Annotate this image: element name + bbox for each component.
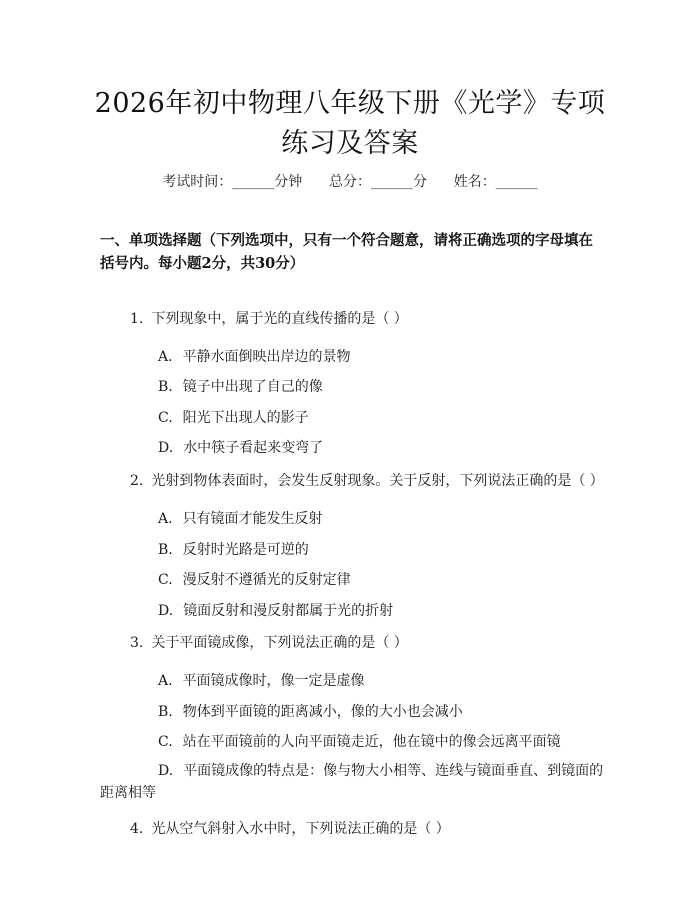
option-3a [158, 670, 365, 690]
option-letter: C. [158, 572, 173, 588]
option-1c [158, 407, 309, 427]
option-letter: B. [158, 542, 173, 558]
question-2 [130, 470, 604, 490]
option-text: 漫反射不遵循光的反射定律 [182, 572, 351, 588]
option-text: 镜子中出现了自己的像 [182, 379, 323, 395]
option-letter: C. [158, 734, 173, 750]
option-1a [158, 346, 351, 366]
section-heading-single-choice: 一、单项选择题（下列选项中，只有一个符合题意，请将正确选项的字母填在括号内。每小题2分，共30分） [100, 232, 593, 272]
question-number: 4. [130, 821, 144, 837]
option-3b [158, 701, 463, 721]
option-text: 只有镜面才能发生反射 [182, 511, 323, 527]
option-letter: B. [158, 704, 173, 720]
question-4 [130, 818, 450, 838]
option-2b [158, 539, 309, 559]
question-number: 1. [130, 311, 144, 327]
option-letter: A. [158, 349, 173, 365]
question-number: 3. [130, 635, 144, 651]
option-letter: D. [158, 440, 174, 456]
option-letter: B. [158, 379, 173, 395]
question-1 [130, 308, 408, 328]
option-2a [158, 508, 323, 528]
option-1d [158, 437, 323, 457]
option-text: 平面镜成像时，像一定是虚像 [182, 673, 365, 689]
option-text: 平静水面倒映出岸边的景物 [182, 349, 351, 365]
option-3c [158, 731, 561, 751]
option-letter: C. [158, 410, 173, 426]
option-text: 水中筷子看起来变弯了 [183, 440, 324, 456]
option-2c [158, 569, 351, 589]
question-stem: 光从空气斜射入水中时，下列说法正确的是（ ） [151, 821, 450, 837]
option-text: 镜面反射和漫反射都属于光的折射 [183, 603, 394, 619]
option-letter: A. [158, 673, 173, 689]
question-stem: 关于平面镜成像，下列说法正确的是（ ） [151, 635, 408, 651]
option-text: 阳光下出现人的影子 [182, 410, 309, 426]
option-1b [158, 376, 323, 396]
document-title: 2026年初中物理八年级下册《光学》专项练习及答案 [94, 88, 606, 159]
option-2d [158, 600, 393, 620]
option-text: 平面镜成像的特点是：像与物大小相等、连线与镜面垂直、到镜面的距离相等 [100, 763, 604, 801]
option-letter: D. [158, 603, 174, 619]
option-text: 反射时光路是可逆的 [182, 542, 309, 558]
question-stem: 下列现象中，属于光的直线传播的是（ ） [151, 311, 408, 327]
exam-info-line: 考试时间：______分钟 总分：______分 姓名：______ [162, 174, 538, 190]
option-text: 物体到平面镜的距离减小，像的大小也会减小 [182, 704, 463, 720]
question-3 [130, 632, 408, 652]
question-stem: 光射到物体表面时，会发生反射现象。关于反射，下列说法正确的是（ ） [151, 473, 604, 489]
option-text: 站在平面镜前的人向平面镜走近，他在镜中的像会远离平面镜 [182, 734, 561, 750]
question-number: 2. [130, 473, 144, 489]
option-letter: D. [158, 763, 174, 779]
option-3d [100, 760, 605, 804]
option-letter: A. [158, 511, 173, 527]
